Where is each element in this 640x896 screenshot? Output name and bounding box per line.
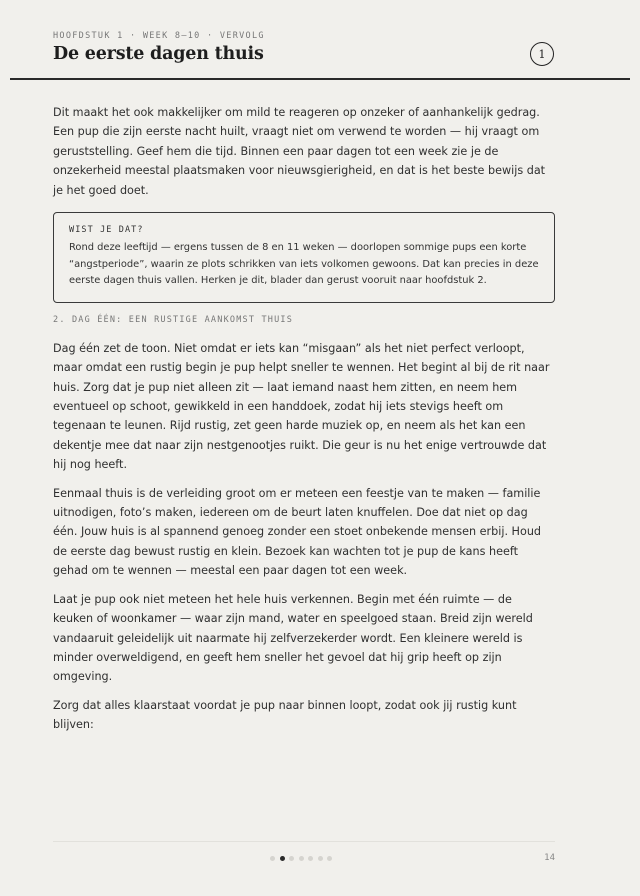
body-paragraph: Zorg dat alles klaarstaat voordat je pup naar binnen loopt, zodat ook jij rustig kunt blijven: bbox=[53, 698, 517, 732]
page-header bbox=[0, 0, 640, 81]
chapter-eyebrow: HOOFDSTUK 1 · WEEK 8–10 · VERVOLG bbox=[53, 31, 265, 41]
tip-callout bbox=[53, 212, 555, 303]
pagination-dot[interactable] bbox=[289, 856, 294, 861]
footer-divider bbox=[53, 841, 555, 842]
intro-paragraph: Dit maakt het ook makkelijker om mild te reageren op onzeker of aanhankelijk gedrag. Een pup die zijn eerste nacht huilt, vraagt niet om verwend te worden — hij vraagt om geruststelling. Geef hem die tijd. Binnen een paar dagen tot een week zie je de onzekerheid meestal plaatsmaken voor nieuwsgierigheid, en dat is het beste bewijs dat je het goed doet. bbox=[53, 106, 546, 197]
page-title: De eerste dagen thuis bbox=[53, 44, 264, 64]
body-paragraph: Dag één zet de toon. Niet omdat er iets kan “misgaan” als het niet perfect verloopt, maar omdat een rustig begin je pup helpt sneller te wennen. Het begint al bij de rit naar huis. Zorg dat je pup niet alleen zit — laat iemand naast hem zitten, en neem hem eventueel op schoot, gewikkeld in een handdoek, zodat hij iets stevigs heeft om tegenaan te leunen. Rijd rustig, zet geen harde muziek op, en neem als het kan een dekentje mee dat naar zijn nestgenootjes ruikt. Die geur is nu het enige vertrouwde dat hij nog heeft. bbox=[53, 341, 550, 472]
pagination-dot[interactable] bbox=[318, 856, 323, 861]
page-number: 14 bbox=[544, 853, 555, 863]
pagination-dot[interactable] bbox=[299, 856, 304, 861]
pagination-dot[interactable] bbox=[308, 856, 313, 861]
page-pagination-dots[interactable] bbox=[270, 856, 332, 861]
callout-title: WIST JE DAT? bbox=[69, 225, 144, 236]
chapter-number-badge: 1 bbox=[530, 42, 554, 66]
pagination-dot-active[interactable] bbox=[280, 856, 285, 861]
pagination-dot[interactable] bbox=[327, 856, 332, 861]
section-heading: 2. DAG ÉÉN: EEN RUSTIGE AANKOMST THUIS bbox=[53, 314, 294, 325]
header-divider bbox=[10, 78, 630, 80]
body-paragraph: Laat je pup ook niet meteen het hele huis verkennen. Begin met één ruimte — de keuken of woonkamer — waar zijn mand, water en speelgoed staan. Breid zijn wereld vandaaruit geleidelijk uit naarmate hij zelfverzekerder wordt. Een kleinere wereld is minder overweldigend, en geeft hem sneller het gevoel dat hij grip heeft op zijn omgeving. bbox=[53, 592, 533, 684]
body-paragraph: Eenmaal thuis is de verleiding groot om er meteen een feestje van te maken — familie uitnodigen, foto’s maken, iedereen om de beurt laten knuffelen. Doe dat niet op dag één. Jouw huis is al spannend genoeg zonder een stoet onbekende mensen erbij. Houd de eerste dag bewust rustig en klein. Bezoek kan wachten tot je pup de kans heeft gehad om te wennen — meestal een paar dagen tot een week. bbox=[53, 486, 542, 578]
article-body bbox=[53, 103, 555, 744]
pagination-dot[interactable] bbox=[270, 856, 275, 861]
callout-text: Rond deze leeftijd — ergens tussen de 8 en 11 weken — doorlopen sommige pups een korte “angstperiode”, waarin ze plots schrikken van iets volkomen gewoons. Dat kan precies in deze eerste dagen thuis vallen. Herken je dit, blader dan gerust vooruit naar hoofdstuk 2. bbox=[69, 242, 539, 287]
